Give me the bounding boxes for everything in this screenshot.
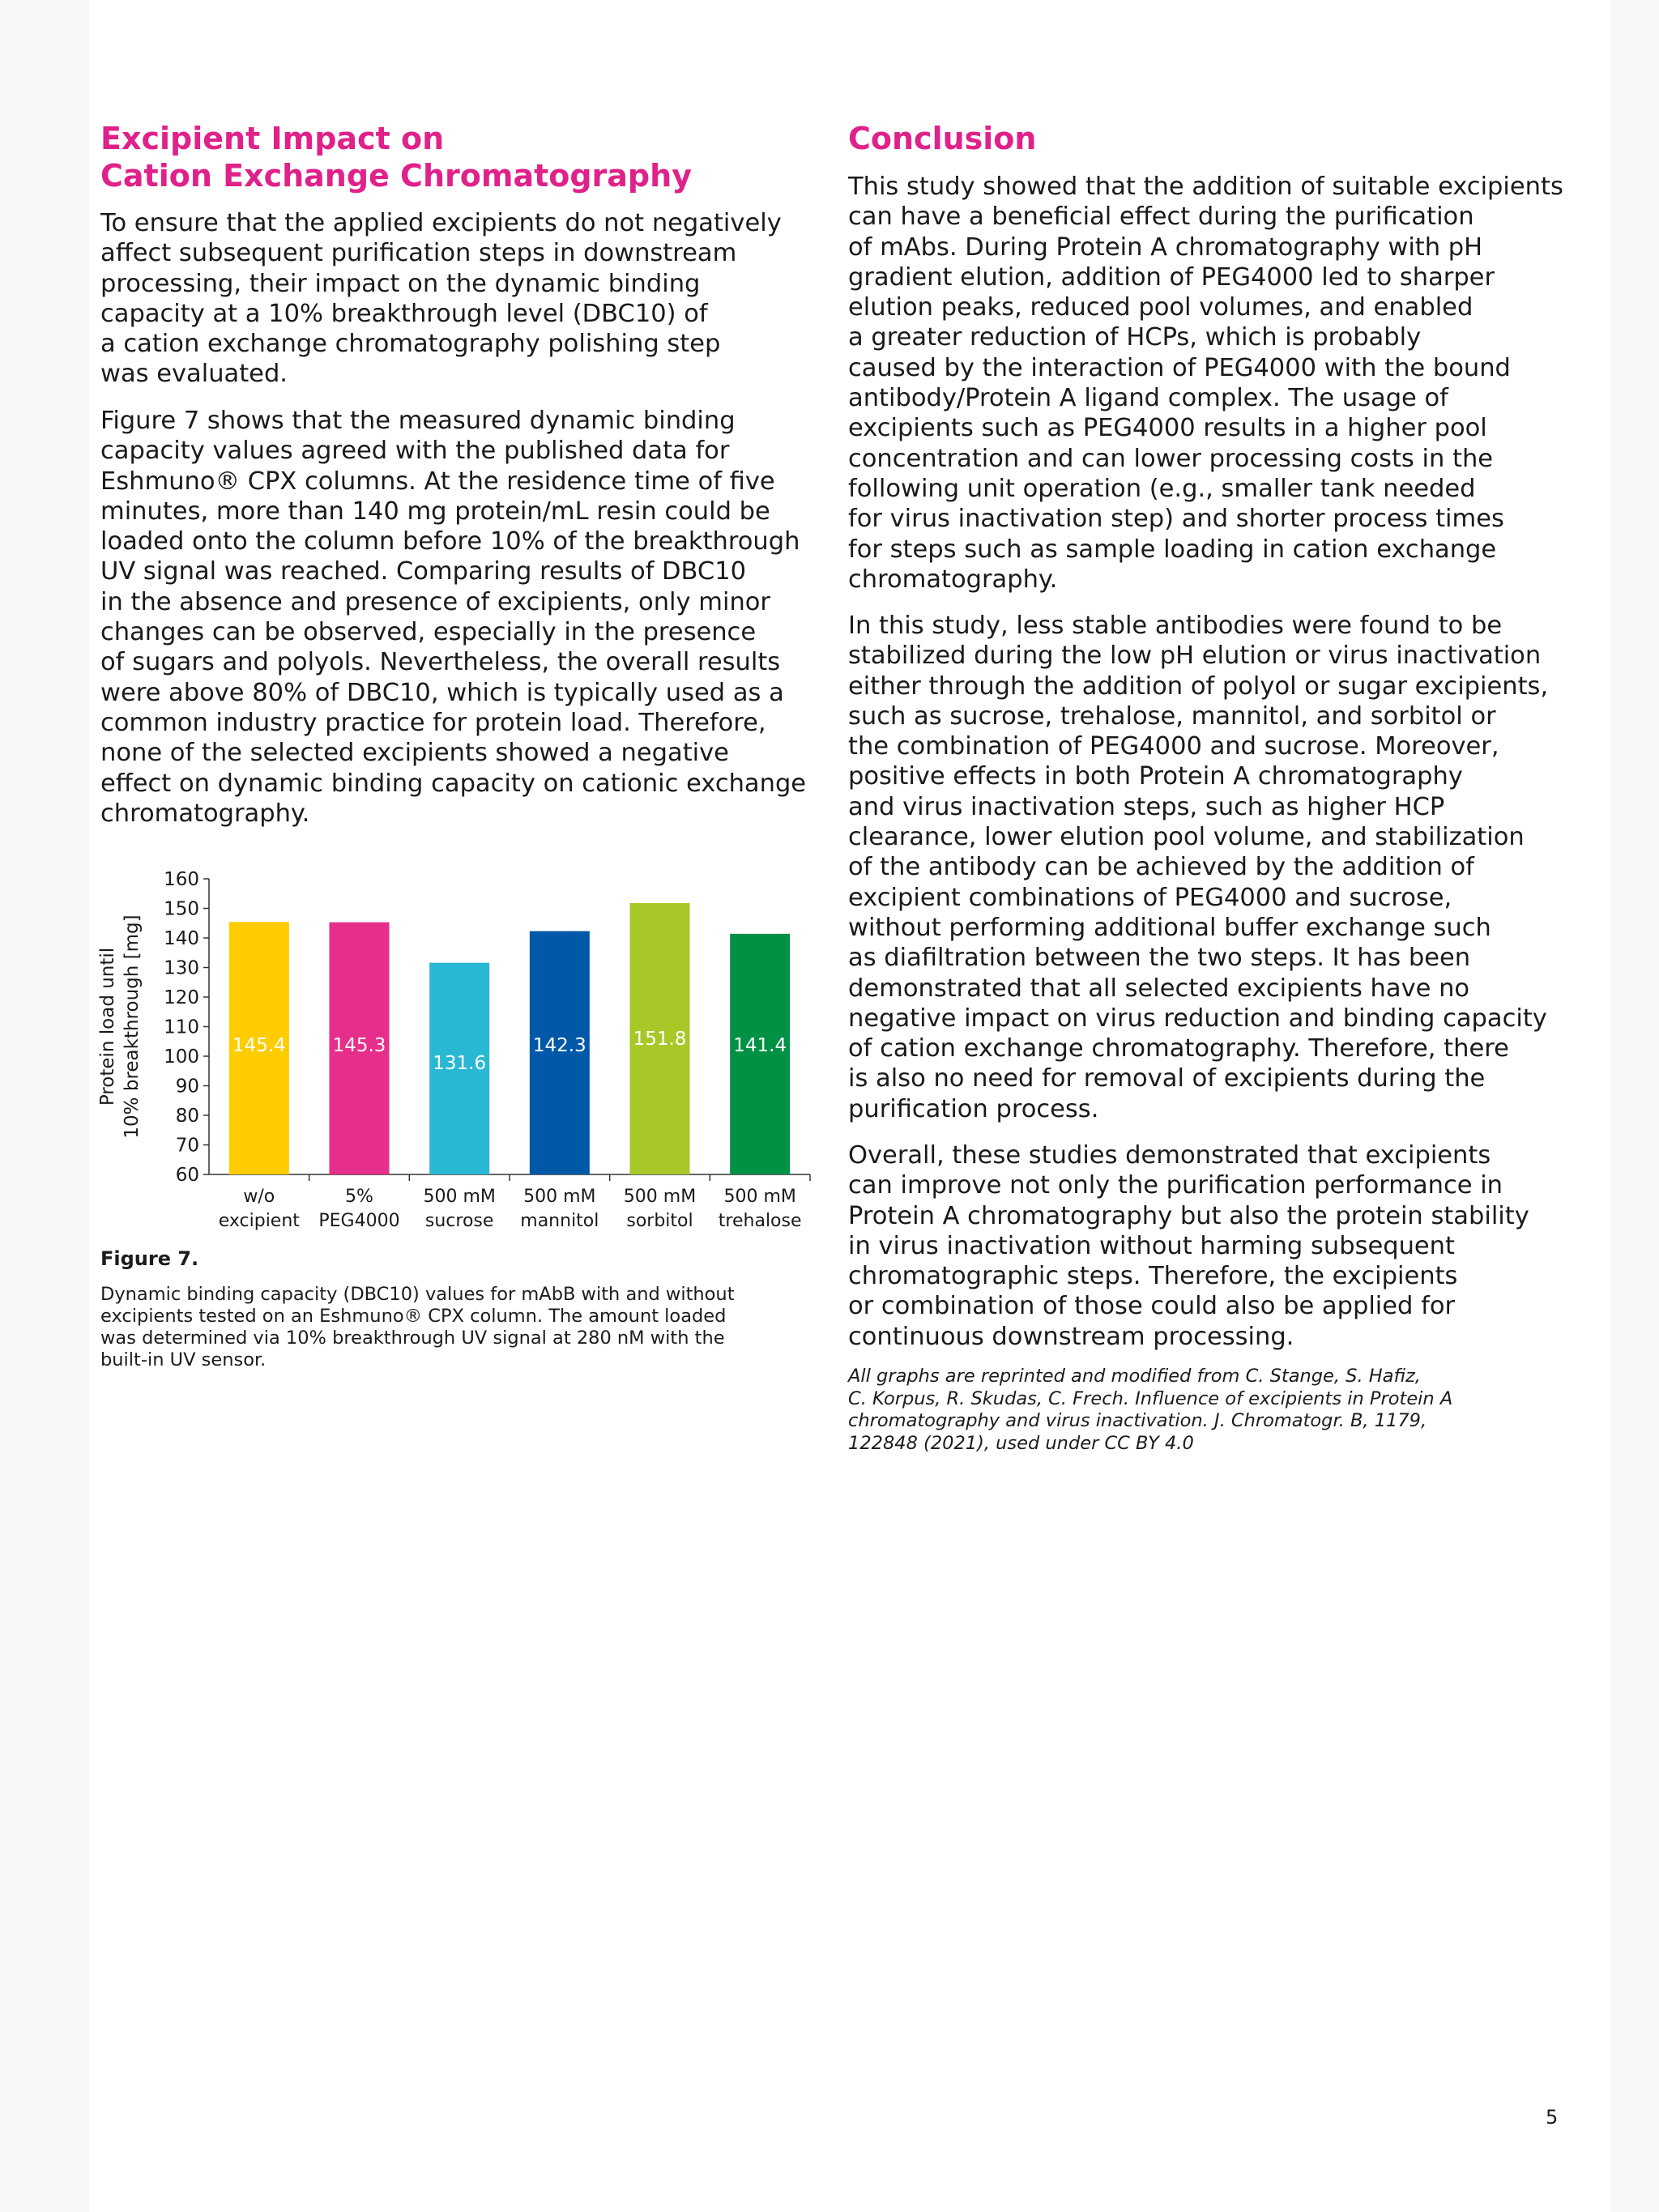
citation-line: All graphs are reprinted and modified from C. Stange, S. Hafiz, — [848, 1366, 1421, 1387]
y-tick-label: 90 — [175, 1076, 199, 1097]
bar-chart-dbc10 — [89, 859, 818, 1239]
text-line: Overall, these studies demonstrated that excipients — [848, 1141, 1491, 1170]
text-line: a greater reduction of HCPs, which is probably — [848, 323, 1422, 352]
text-line: Figure 7 shows that the measured dynamic binding — [100, 407, 736, 435]
y-tick-label: 60 — [175, 1165, 199, 1186]
text-line: UV signal was reached. Comparing results of DBC10 — [100, 557, 747, 586]
figure-caption — [100, 1284, 735, 1371]
text-line: of mAbs. During Protein A chromatography with pH — [848, 232, 1483, 262]
text-line: can have a beneficial effect during the purification — [848, 202, 1474, 232]
text-line: in the absence and presence of excipients, only minor — [100, 587, 770, 616]
text-line: can improve not only the purification performance in — [848, 1171, 1503, 1200]
text-line: To ensure that the applied excipients do not negatively — [100, 209, 782, 237]
caption-line: excipients tested on an Eshmuno® CPX column. The amount loaded — [100, 1306, 727, 1327]
text-line: stabilized during the low pH elution or virus inactivation — [848, 641, 1542, 671]
caption-line: was determined via 10% breakthrough UV signal at 280 nM with the — [100, 1328, 725, 1349]
text-line: for virus inactivation step) and shorter process times — [848, 505, 1504, 534]
x-category-label: 500 mM — [523, 1187, 596, 1207]
y-tick-label: 140 — [164, 928, 199, 949]
heading-line: Excipient Impact on — [100, 121, 445, 156]
text-line: was evaluated. — [100, 360, 288, 389]
paragraph-intro — [100, 208, 782, 390]
x-category-label: 500 mM — [723, 1187, 796, 1207]
text-line: demonstrated that all selected excipients have no — [848, 974, 1470, 1003]
text-line: for steps such as sample loading in cation exchange — [848, 535, 1497, 564]
bar-value-label: 151.8 — [633, 1029, 687, 1050]
text-line: common industry practice for protein load. Therefore, — [100, 708, 766, 737]
text-line: such as sucrose, trehalose, mannitol, and sorbitol or — [848, 701, 1496, 731]
text-line: In this study, less stable antibodies were found to be — [848, 612, 1503, 640]
text-line: of the antibody can be achieved by the addition of — [848, 853, 1474, 882]
text-line: following unit operation (e.g., smaller tank needed — [848, 474, 1476, 503]
bar-value-label: 131.6 — [433, 1053, 487, 1074]
heading-line: Cation Exchange Chromatography — [100, 158, 692, 194]
citation-line: chromatography and virus inactivation. J. Chromatogr. B, 1179, — [848, 1410, 1427, 1431]
y-tick-label: 110 — [164, 1016, 199, 1038]
y-tick-label: 70 — [175, 1135, 199, 1157]
x-category-label: w/o — [243, 1187, 275, 1207]
text-line: negative impact on virus reduction and binding capacity — [848, 1004, 1547, 1033]
text-line: effect on dynamic binding capacity on cationic exchange — [100, 769, 807, 798]
y-tick-label: 80 — [175, 1106, 199, 1127]
bar-value-label: 142.3 — [532, 1035, 586, 1056]
bar-value-label: 141.4 — [733, 1035, 787, 1056]
text-line: capacity at a 10% breakthrough level (DBC10) of — [100, 299, 708, 328]
text-line: loaded onto the column before 10% of the breakthrough — [100, 527, 800, 556]
text-line: continuous downstream processing. — [848, 1322, 1294, 1351]
y-tick-label: 160 — [164, 869, 199, 890]
citation-line: C. Korpus, R. Skudas, C. Frech. Influence of excipients in Protein A — [848, 1387, 1453, 1409]
text-line: capacity values agreed with the published data for — [100, 437, 730, 466]
y-axis-title — [97, 914, 143, 1138]
paragraph-figure7-discussion — [100, 406, 806, 829]
y-tick-label: 150 — [164, 898, 199, 920]
bar-value-label: 145.3 — [332, 1035, 386, 1056]
y-tick-label: 130 — [164, 957, 199, 979]
text-line: none of the selected excipients showed a negative — [100, 739, 729, 768]
x-category-label: PEG4000 — [318, 1211, 400, 1231]
text-line: purification process. — [848, 1094, 1099, 1123]
paragraph-conclusion-3 — [848, 1140, 1529, 1352]
y-tick-label: 100 — [164, 1046, 199, 1068]
x-category-label: sucrose — [424, 1211, 494, 1231]
x-category-label: excipient — [218, 1211, 300, 1231]
citation — [848, 1366, 1452, 1455]
text-line: chromatography. — [848, 565, 1058, 594]
x-category-label: sorbitol — [626, 1211, 693, 1231]
text-line: chromatographic steps. Therefore, the excipients — [848, 1262, 1458, 1291]
text-line: positive effects in both Protein A chromatography — [848, 762, 1463, 791]
text-line: chromatography. — [100, 799, 310, 828]
text-line: changes can be observed, especially in the presence — [100, 618, 757, 647]
caption-line: built-in UV sensor. — [100, 1349, 267, 1370]
text-line: excipients such as PEG4000 results in a higher pool — [848, 414, 1487, 443]
bar-value-label: 145.4 — [232, 1035, 286, 1056]
text-line: minutes, more than 140 mg protein/mL resin could be — [100, 497, 770, 526]
text-line: affect subsequent purification steps in downstream — [100, 239, 737, 268]
text-line: clearance, lower elution pool volume, and stabilization — [848, 823, 1525, 852]
y-axis-title-line: 10% breakthrough [mg] — [122, 914, 143, 1139]
text-line: antibody/Protein A ligand complex. The usage of — [848, 384, 1448, 413]
text-line: Protein A chromatography but also the protein stability — [848, 1201, 1529, 1230]
figure-title: Figure 7. — [100, 1247, 199, 1270]
text-line: in virus inactivation without harming subsequent — [848, 1231, 1455, 1260]
citation-line: 122848 (2021), used under CC BY 4.0 — [848, 1432, 1194, 1454]
text-line: elution peaks, reduced pool volumes, and enabled — [848, 293, 1473, 322]
paragraph-conclusion-1 — [848, 172, 1563, 595]
x-category-label: 500 mM — [623, 1187, 697, 1207]
section-heading-conclusion: Conclusion — [848, 121, 1037, 156]
y-axis-title-line: Protein load until — [97, 947, 118, 1106]
text-line: were above 80% of DBC10, which is typically used as a — [100, 678, 784, 707]
page-margin-left — [0, 0, 89, 2212]
text-line: caused by the interaction of PEG4000 with the bound — [848, 353, 1511, 382]
text-line: the combination of PEG4000 and sucrose. Moreover, — [848, 732, 1499, 761]
text-line: and virus inactivation steps, such as higher HCP — [848, 792, 1445, 821]
text-line: as diafiltration between the two steps. It has been — [848, 944, 1471, 973]
text-line: gradient elution, addition of PEG4000 led to sharper — [848, 262, 1495, 292]
text-line: Eshmuno® CPX columns. At the residence time of five — [100, 467, 775, 496]
x-category-label: trehalose — [718, 1211, 802, 1231]
y-tick-label: 120 — [164, 987, 199, 1008]
section-heading-excipient-impact — [100, 120, 692, 194]
page-number: 5 — [1546, 2106, 1559, 2129]
text-line: concentration and can lower processing costs in the — [848, 444, 1494, 473]
text-line: excipient combinations of PEG4000 and sucrose, — [848, 883, 1452, 912]
text-line: without performing additional buffer exchange such — [848, 913, 1491, 942]
paragraph-conclusion-2 — [848, 611, 1548, 1124]
text-line: of cation exchange chromatography. Therefore, there — [848, 1034, 1509, 1063]
text-line: or combination of those could also be applied for — [848, 1292, 1456, 1321]
x-category-label: mannitol — [520, 1211, 599, 1231]
x-category-label: 500 mM — [423, 1187, 496, 1207]
text-line: is also no need for removal of excipients during the — [848, 1064, 1486, 1093]
x-category-label: 5% — [345, 1187, 373, 1207]
text-line: This study showed that the addition of suitable excipients — [848, 173, 1563, 201]
text-line: a cation exchange chromatography polishing step — [100, 330, 721, 359]
text-line: processing, their impact on the dynamic binding — [100, 269, 701, 298]
caption-line: Dynamic binding capacity (DBC10) values for mAbB with and without — [100, 1284, 735, 1305]
page-margin-right — [1610, 0, 1659, 2212]
text-line: of sugars and polyols. Nevertheless, the overall results — [100, 648, 781, 677]
text-line: either through the addition of polyol or sugar excipients, — [848, 671, 1549, 701]
